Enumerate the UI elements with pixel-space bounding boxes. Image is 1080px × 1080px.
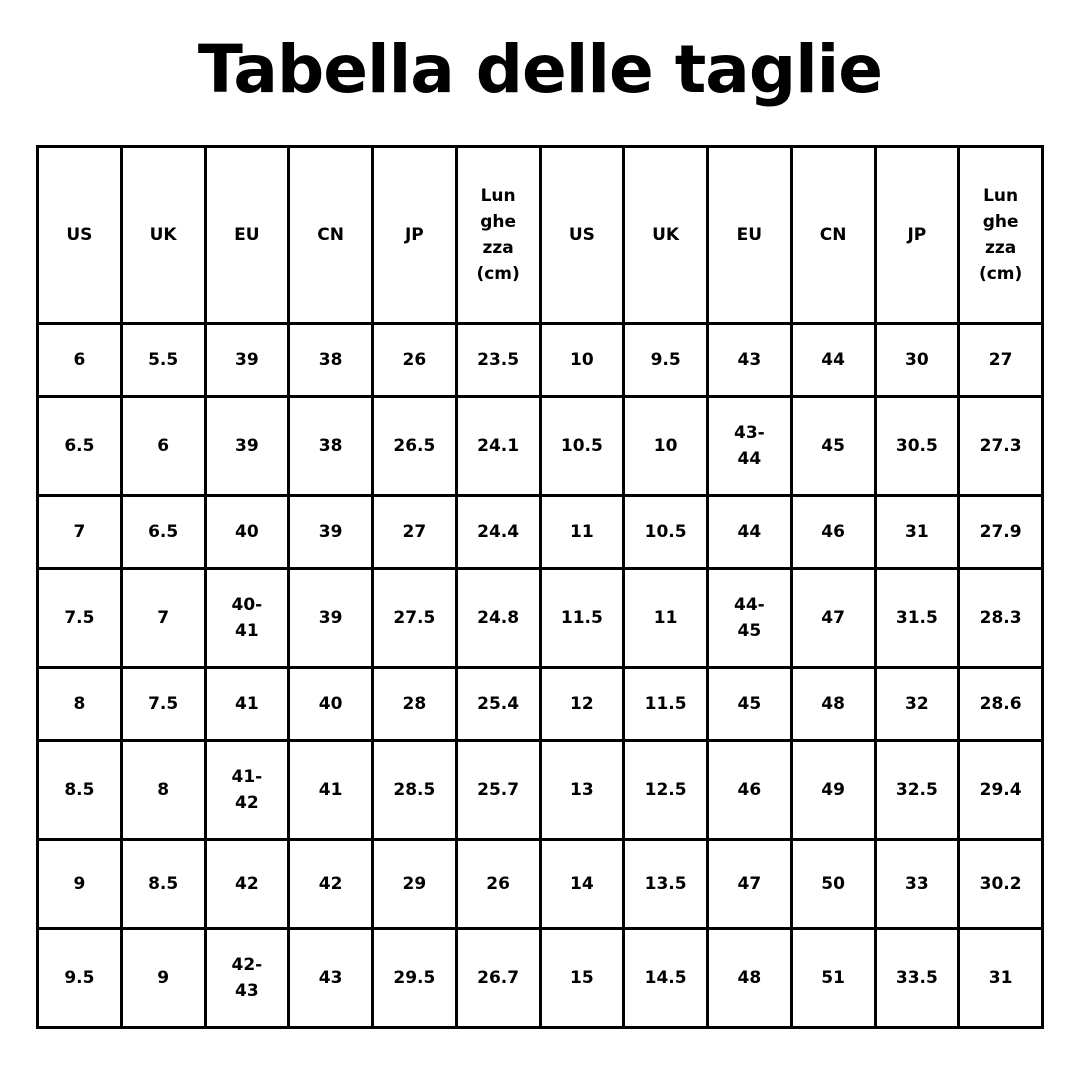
table-row [38,397,1043,496]
table-cell: 9.5 [38,929,122,1028]
table-cell: 24.1 [456,397,540,496]
table-cell: 28.5 [373,741,457,840]
table-cell: 30 [875,324,959,397]
table-cell [205,569,289,668]
table-cell: 24.8 [456,569,540,668]
table-cell: 5.5 [121,324,205,397]
table-cell: 38 [289,397,373,496]
table-cell: 7 [38,496,122,569]
table-cell: 9.5 [624,324,708,397]
table-cell: 27.3 [959,397,1043,496]
table-cell: 30.2 [959,840,1043,929]
table-row [38,741,1043,840]
table-cell: 28.6 [959,668,1043,741]
table-cell: 51 [791,929,875,1028]
header-uk: UK [624,147,708,324]
table-cell: 11 [624,569,708,668]
table-cell: 29.4 [959,741,1043,840]
table-cell: 40 [289,668,373,741]
table-cell: 42 [205,840,289,929]
table-cell [205,741,289,840]
table-cell: 27.5 [373,569,457,668]
table-cell: 39 [205,397,289,496]
table-row [38,840,1043,929]
table-cell: 39 [205,324,289,397]
table-cell: 31 [875,496,959,569]
table-cell: 11.5 [540,569,624,668]
table-cell: 6 [38,324,122,397]
table-cell: 48 [791,668,875,741]
table-row [38,668,1043,741]
header-cn: CN [791,147,875,324]
table-body [38,324,1043,1028]
table-header-row [38,147,1043,324]
table-cell: 8.5 [121,840,205,929]
header-eu: EU [205,147,289,324]
header-length-label: Lunghezza (cm) [978,186,1023,284]
table-cell: 32 [875,668,959,741]
table-cell: 33 [875,840,959,929]
header-us: US [540,147,624,324]
table-cell: 30.5 [875,397,959,496]
table-cell: 46 [791,496,875,569]
table-cell: 38 [289,324,373,397]
page-title: Tabella delle taglie [197,31,883,108]
table-cell: 13.5 [624,840,708,929]
table-cell: 26 [456,840,540,929]
table-cell: 27 [959,324,1043,397]
table-cell-value: 43-44 [734,423,765,469]
table-cell: 28.3 [959,569,1043,668]
table-cell-value: 44-45 [734,595,765,641]
header-length-label: Lunghezza (cm) [476,186,520,284]
table-cell: 12.5 [624,741,708,840]
table-cell: 45 [791,397,875,496]
table-cell: 26.7 [456,929,540,1028]
table-row [38,496,1043,569]
header-length [959,147,1043,324]
header-eu: EU [708,147,792,324]
table-cell: 15 [540,929,624,1028]
table-cell: 26.5 [373,397,457,496]
table-row [38,929,1043,1028]
table-cell: 27 [373,496,457,569]
table-cell: 50 [791,840,875,929]
table-cell: 29 [373,840,457,929]
table-cell: 41 [205,668,289,741]
table-cell: 9 [38,840,122,929]
table-cell: 42 [289,840,373,929]
table-cell: 10 [540,324,624,397]
table-cell: 23.5 [456,324,540,397]
table-cell: 6 [121,397,205,496]
table-cell: 32.5 [875,741,959,840]
table-cell: 31 [959,929,1043,1028]
table-cell: 33.5 [875,929,959,1028]
table-cell: 14 [540,840,624,929]
table-cell: 10.5 [624,496,708,569]
table-cell: 39 [289,496,373,569]
table-cell [708,397,792,496]
table-cell: 6.5 [38,397,122,496]
size-chart-table [36,145,1044,1029]
table-cell [708,569,792,668]
table-cell: 43 [289,929,373,1028]
header-jp: JP [373,147,457,324]
table-cell: 8 [38,668,122,741]
table-cell: 44 [791,324,875,397]
table-cell: 44 [708,496,792,569]
table-cell: 40 [205,496,289,569]
table-cell-value: 41-42 [231,767,263,813]
header-length [456,147,540,324]
table-cell: 46 [708,741,792,840]
table-cell: 6.5 [121,496,205,569]
table-cell: 39 [289,569,373,668]
table-cell: 7.5 [121,668,205,741]
table-cell: 27.9 [959,496,1043,569]
table-cell: 24.4 [456,496,540,569]
table-cell: 12 [540,668,624,741]
table-cell: 26 [373,324,457,397]
table-row [38,569,1043,668]
table-cell: 7.5 [38,569,122,668]
table-cell: 8 [121,741,205,840]
table-cell: 8.5 [38,741,122,840]
table-cell: 25.4 [456,668,540,741]
header-uk: UK [121,147,205,324]
table-cell: 14.5 [624,929,708,1028]
table-cell: 47 [708,840,792,929]
table-cell: 48 [708,929,792,1028]
table-cell-value: 42-43 [231,955,263,1001]
table-cell: 10.5 [540,397,624,496]
table-cell: 11 [540,496,624,569]
header-jp: JP [875,147,959,324]
table-cell-value: 40-41 [231,595,263,641]
header-us: US [38,147,122,324]
table-cell: 10 [624,397,708,496]
table-cell: 43 [708,324,792,397]
table-cell: 29.5 [373,929,457,1028]
table-cell: 7 [121,569,205,668]
header-cn: CN [289,147,373,324]
table-cell: 41 [289,741,373,840]
table-cell: 11.5 [624,668,708,741]
table-cell: 45 [708,668,792,741]
table-row [38,324,1043,397]
table-cell: 9 [121,929,205,1028]
table-cell: 47 [791,569,875,668]
table-cell: 25.7 [456,741,540,840]
table-cell: 31.5 [875,569,959,668]
table-cell: 28 [373,668,457,741]
table-cell: 49 [791,741,875,840]
table-cell: 13 [540,741,624,840]
table-cell [205,929,289,1028]
